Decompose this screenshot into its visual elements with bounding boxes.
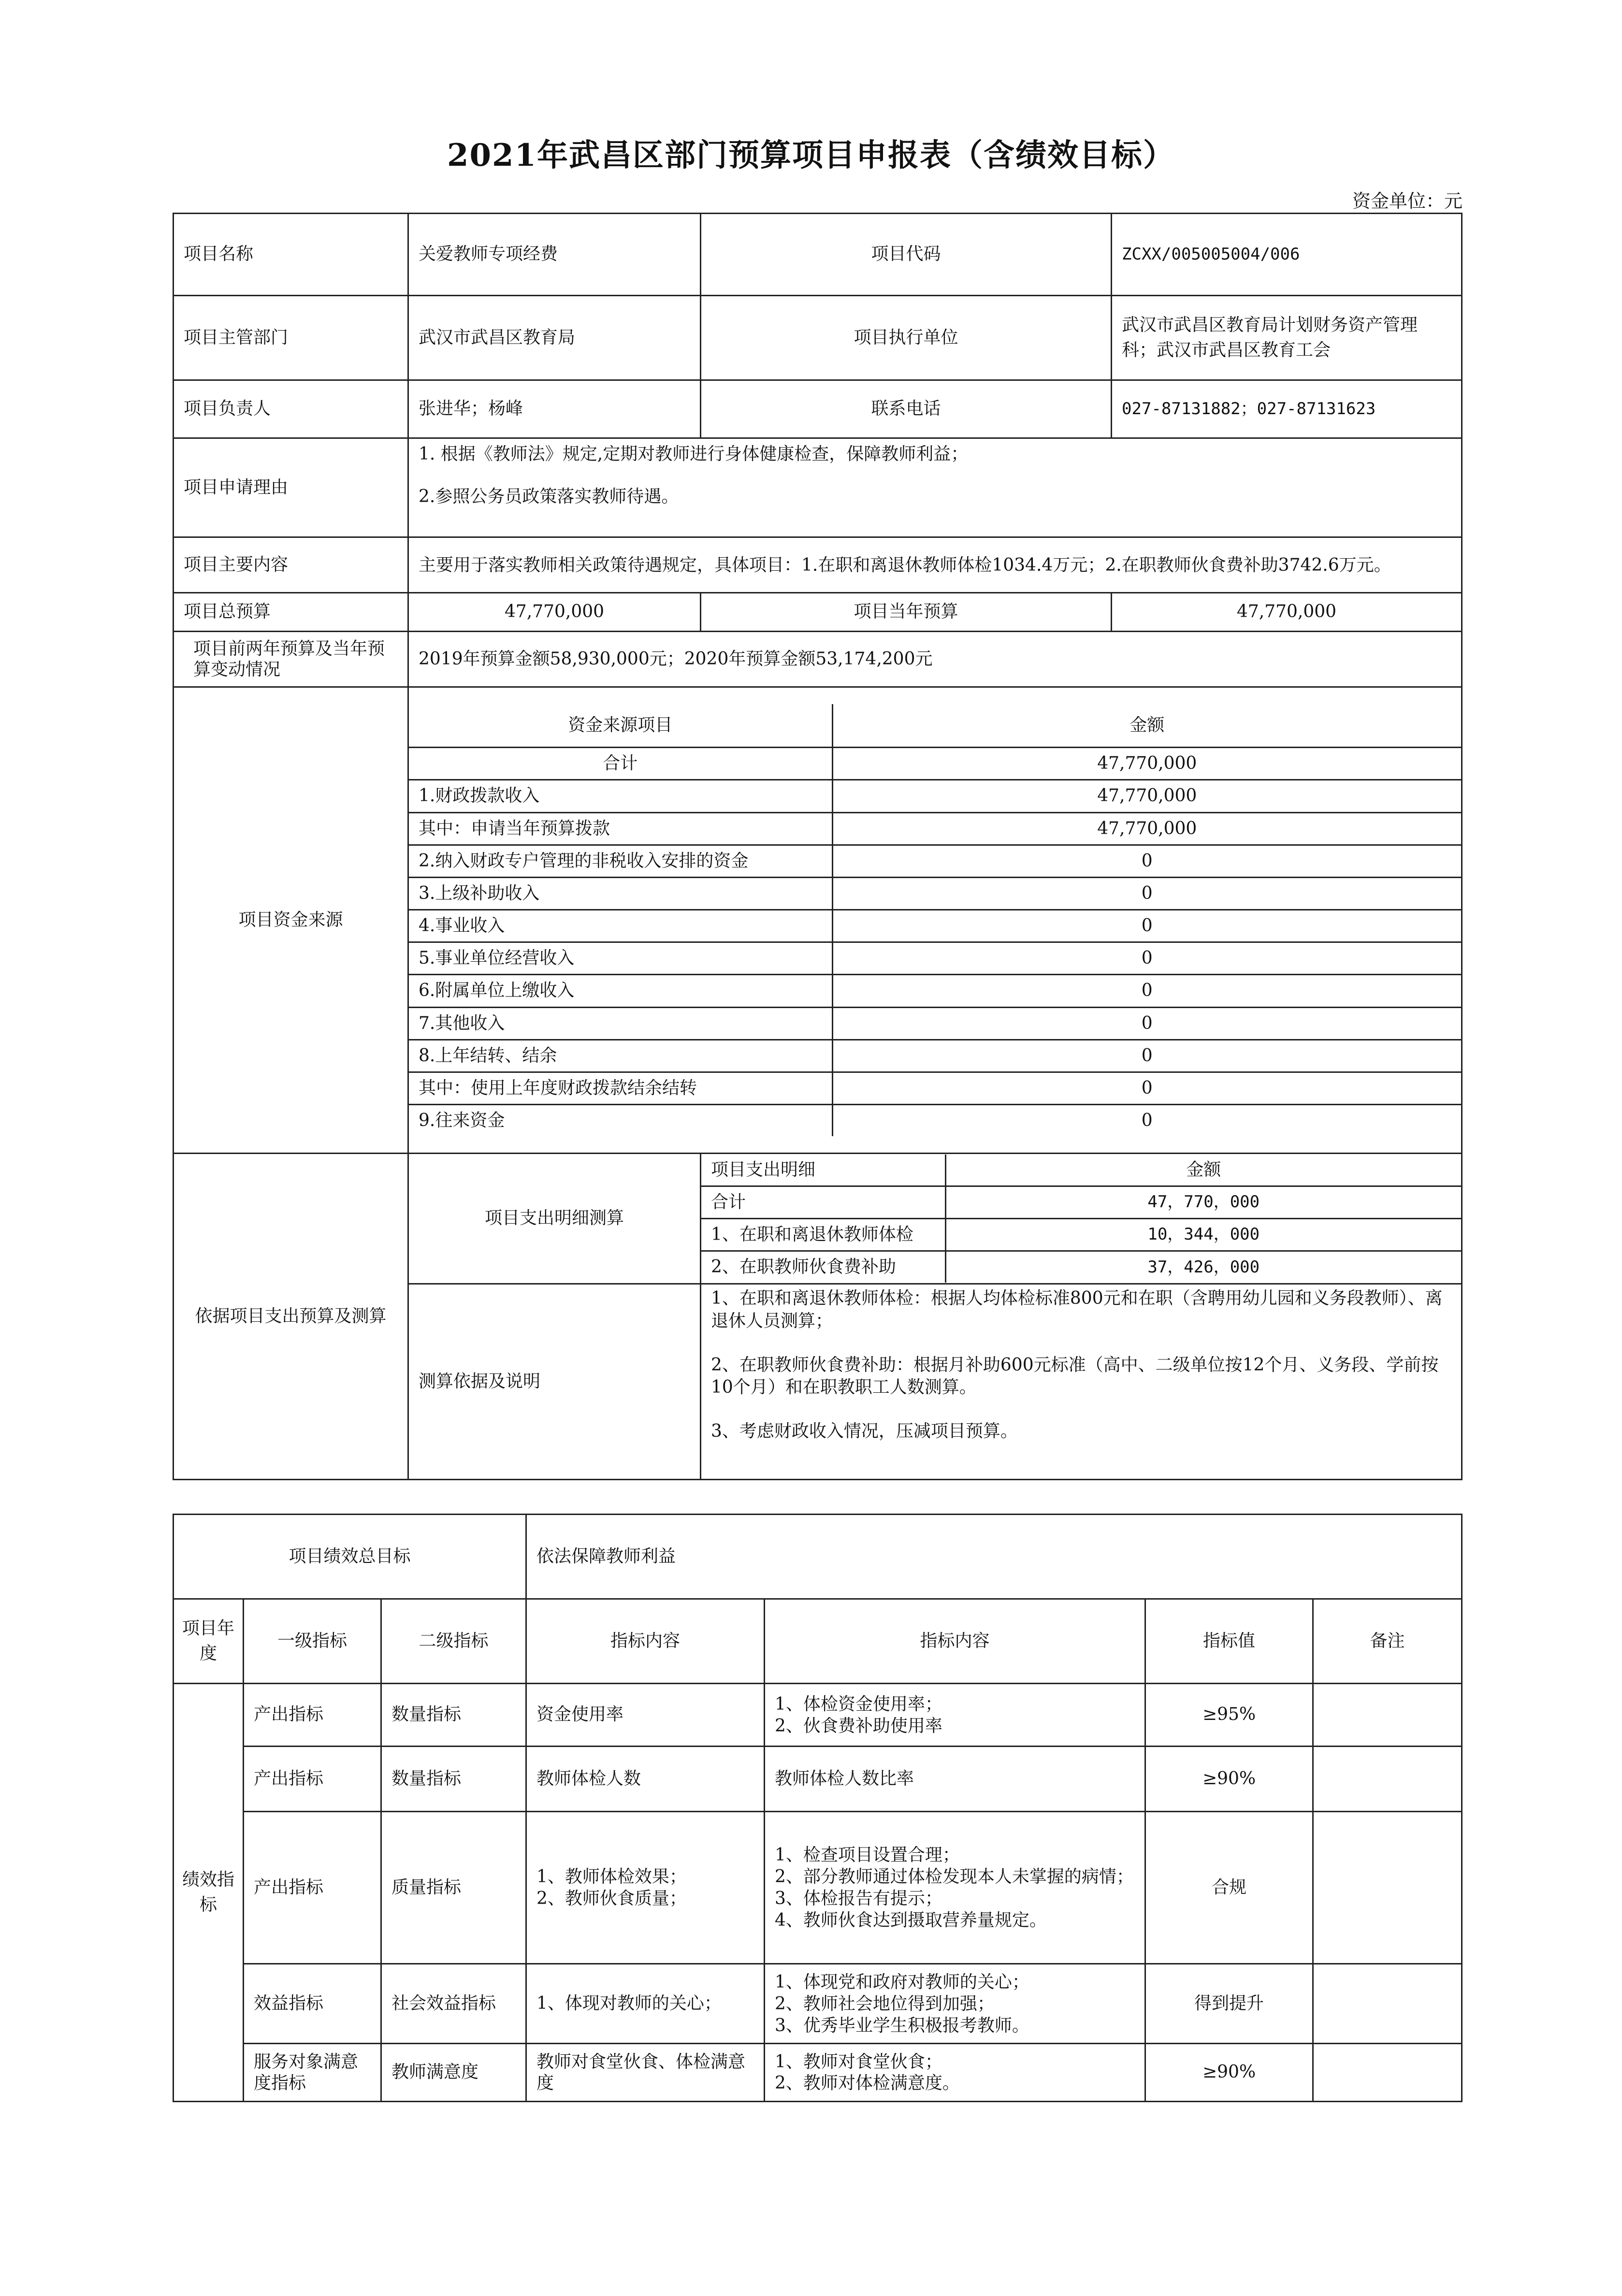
- level1-cell: 产出指标: [244, 1812, 381, 1964]
- funding-table: [409, 704, 1461, 1137]
- funding-amount: 0: [832, 845, 1461, 877]
- year-budget-label: 项目当年预算: [701, 593, 1112, 632]
- expense-amount: 37，426，000: [945, 1251, 1461, 1283]
- year-budget-value: 47,770,000: [1112, 593, 1462, 632]
- funding-item: 其中：申请当年预算拨款: [409, 812, 832, 845]
- level1-cell: 服务对象满意度指标: [244, 2044, 381, 2102]
- funding-item: 3.上级补助收入: [409, 877, 832, 910]
- table-row: [409, 748, 1461, 780]
- table-row: [701, 1186, 1461, 1218]
- funding-amount: 0: [832, 910, 1461, 942]
- expense-label: 依据项目支出预算及测算: [174, 1154, 408, 1480]
- total-budget-label: 项目总预算: [174, 593, 408, 632]
- table-row: [409, 1072, 1461, 1105]
- content2-cell: 1、检查项目设置合理； 2、部分教师通过体检发现本人未掌握的病情； 3、体检报告有提示； 4、教师伙食达到摄取营养量规定。: [765, 1812, 1145, 1964]
- project-code-label: 项目代码: [701, 214, 1112, 296]
- funding-label: 项目资金来源: [174, 687, 408, 1154]
- remark-cell: [1313, 1964, 1462, 2044]
- content1-cell: 1、体现对教师的关心；: [526, 1964, 765, 2044]
- funding-amount: 0: [832, 1072, 1461, 1105]
- funding-header-item: 资金来源项目: [409, 704, 832, 748]
- expense-header-item: 项目支出明细: [701, 1155, 945, 1186]
- leader-value: 张进华；杨峰: [408, 380, 701, 438]
- value-cell: 合规: [1145, 1812, 1313, 1964]
- table-row: [409, 975, 1461, 1007]
- remark-cell: [1313, 1747, 1462, 1812]
- performance-table: [173, 1514, 1463, 2102]
- header-content1: 指标内容: [526, 1599, 765, 1684]
- funding-item: 合计: [409, 748, 832, 780]
- history-label: 项目前两年预算及当年预算变动情况: [174, 632, 408, 687]
- content-label: 项目主要内容: [174, 537, 408, 593]
- expense-item: 合计: [701, 1186, 945, 1218]
- funding-item: 9.往来资金: [409, 1105, 832, 1137]
- exec-unit-value: 武汉市武昌区教育局计划财务资产管理科；武汉市武昌区教育工会: [1112, 296, 1462, 380]
- basis-line-2: 2、在职教师伙食费补助：根据月补助600元标准（高中、二级单位按12个月、义务段、学前按10个月）和在职教职工人数测算。: [711, 1355, 1439, 1398]
- expense-detail-cell: [701, 1154, 1462, 1284]
- header-level2: 二级指标: [381, 1599, 526, 1684]
- content1-cell: 资金使用率: [526, 1684, 765, 1747]
- level2-cell: 数量指标: [381, 1684, 526, 1747]
- table-row: [409, 910, 1461, 942]
- side-label: 绩效指标: [174, 1684, 244, 2102]
- value-cell: 得到提升: [1145, 1964, 1313, 2044]
- value-cell: ≥90%: [1145, 1747, 1313, 1812]
- level2-cell: 教师满意度: [381, 2044, 526, 2102]
- level2-cell: 社会效益指标: [381, 1964, 526, 2044]
- level2-cell: 数量指标: [381, 1747, 526, 1812]
- table-row: [701, 1219, 1461, 1251]
- funding-cell: [408, 687, 1462, 1154]
- exec-unit-label: 项目执行单位: [701, 296, 1112, 380]
- level1-cell: 产出指标: [244, 1747, 381, 1812]
- level2-cell: 质量指标: [381, 1812, 526, 1964]
- funding-amount: 0: [832, 1007, 1461, 1040]
- expense-detail-label: 项目支出明细测算: [408, 1154, 701, 1284]
- value-cell: ≥95%: [1145, 1684, 1313, 1747]
- funding-amount: 0: [832, 877, 1461, 910]
- table-row: [174, 1812, 1462, 1964]
- reason-line-2: 2.参照公务员政策落实教师待遇。: [419, 487, 679, 507]
- reason-value: [408, 438, 1462, 537]
- basis-line-1: 1、在职和离退休教师体检：根据人均体检标准800元和在职（含聘用幼儿园和义务段教师）、离退休人员测算；: [711, 1288, 1443, 1331]
- table-row: [409, 1007, 1461, 1040]
- table-row: [409, 812, 1461, 845]
- funding-amount: 0: [832, 942, 1461, 975]
- value-cell: ≥90%: [1145, 2044, 1313, 2102]
- table-row: [409, 942, 1461, 975]
- total-budget-value: 47,770,000: [408, 593, 701, 632]
- header-level1: 一级指标: [244, 1599, 381, 1684]
- expense-amount: 47，770，000: [945, 1186, 1461, 1218]
- header-value: 指标值: [1145, 1599, 1313, 1684]
- project-table: [173, 213, 1463, 1480]
- remark-cell: [1313, 2044, 1462, 2102]
- level1-cell: 效益指标: [244, 1964, 381, 2044]
- project-name-label: 项目名称: [174, 214, 408, 296]
- table-row: [174, 2044, 1462, 2102]
- content1-cell: 教师对食堂伙食、体检满意度: [526, 2044, 765, 2102]
- expense-item: 1、在职和离退休教师体检: [701, 1219, 945, 1251]
- table-row: [174, 1747, 1462, 1812]
- phone-value: 027-87131882；027-87131623: [1112, 380, 1462, 438]
- dept-label: 项目主管部门: [174, 296, 408, 380]
- funding-item: 5.事业单位经营收入: [409, 942, 832, 975]
- project-name-value: 关爱教师专项经费: [408, 214, 701, 296]
- funding-amount: 0: [832, 975, 1461, 1007]
- expense-item: 2、在职教师伙食费补助: [701, 1251, 945, 1283]
- content2-cell: 1、教师对食堂伙食； 2、教师对体检满意度。: [765, 2044, 1145, 2102]
- level1-cell: 产出指标: [244, 1684, 381, 1747]
- expense-header-amount: 金额: [945, 1155, 1461, 1186]
- table-row: [409, 1040, 1461, 1072]
- table-row: [409, 1105, 1461, 1137]
- dept-value: 武汉市武昌区教育局: [408, 296, 701, 380]
- leader-label: 项目负责人: [174, 380, 408, 438]
- funding-amount: 47,770,000: [832, 780, 1461, 812]
- funding-item: 7.其他收入: [409, 1007, 832, 1040]
- header-content2: 指标内容: [765, 1599, 1145, 1684]
- goal-value: 依法保障教师利益: [526, 1515, 1462, 1599]
- table-row: [701, 1251, 1461, 1283]
- table-row: [409, 877, 1461, 910]
- content2-cell: 教师体检人数比率: [765, 1747, 1145, 1812]
- remark-cell: [1313, 1684, 1462, 1747]
- expense-table: [701, 1155, 1461, 1283]
- header-year: 项目年度: [174, 1599, 244, 1684]
- content2-cell: 1、体现党和政府对教师的关心； 2、教师社会地位得到加强； 3、优秀毕业学生积极报考教师。: [765, 1964, 1145, 2044]
- table-row: [409, 845, 1461, 877]
- content2-cell: 1、体检资金使用率； 2、伙食费补助使用率: [765, 1684, 1145, 1747]
- reason-label: 项目申请理由: [174, 438, 408, 537]
- funding-header-amount: 金额: [832, 704, 1461, 748]
- funding-amount: 0: [832, 1040, 1461, 1072]
- goal-label: 项目绩效总目标: [174, 1515, 526, 1599]
- content-value: 主要用于落实教师相关政策待遇规定，具体项目：1.在职和离退休教师体检1034.4万元；2.在职教师伙食费补助3742.6万元。: [408, 537, 1462, 593]
- funding-amount: 47,770,000: [832, 812, 1461, 845]
- project-code-value: ZCXX/005005004/006: [1112, 214, 1462, 296]
- content1-cell: 教师体检人数: [526, 1747, 765, 1812]
- basis-line-3: 3、考虑财政收入情况，压减项目预算。: [711, 1421, 1018, 1442]
- content1-cell: 1、教师体检效果； 2、教师伙食质量；: [526, 1812, 765, 1964]
- funding-item: 1.财政拨款收入: [409, 780, 832, 812]
- page-title: 2021年武昌区部门预算项目申报表（含绩效目标）: [447, 137, 1175, 173]
- table-row: [174, 1964, 1462, 2044]
- table-row: [174, 1684, 1462, 1747]
- table-row: [409, 780, 1461, 812]
- basis-label: 测算依据及说明: [408, 1284, 701, 1480]
- history-value: 2019年预算金额58,930,000元；2020年预算金额53,174,200元: [408, 632, 1462, 687]
- header-remark: 备注: [1313, 1599, 1462, 1684]
- funding-item: 其中：使用上年度财政拨款结余结转: [409, 1072, 832, 1105]
- funding-item: 8.上年结转、结余: [409, 1040, 832, 1072]
- phone-label: 联系电话: [701, 380, 1112, 438]
- funding-item: 2.纳入财政专户管理的非税收入安排的资金: [409, 845, 832, 877]
- basis-value: [701, 1284, 1462, 1480]
- funding-item: 4.事业收入: [409, 910, 832, 942]
- funding-amount: 0: [832, 1105, 1461, 1137]
- reason-line-1: 1. 根据《教师法》规定,定期对教师进行身体健康检查，保障教师利益；: [419, 444, 969, 464]
- unit-label: 资金单位：元: [1352, 190, 1463, 212]
- funding-amount: 47,770,000: [832, 748, 1461, 780]
- remark-cell: [1313, 1812, 1462, 1964]
- funding-item: 6.附属单位上缴收入: [409, 975, 832, 1007]
- expense-amount: 10，344，000: [945, 1219, 1461, 1251]
